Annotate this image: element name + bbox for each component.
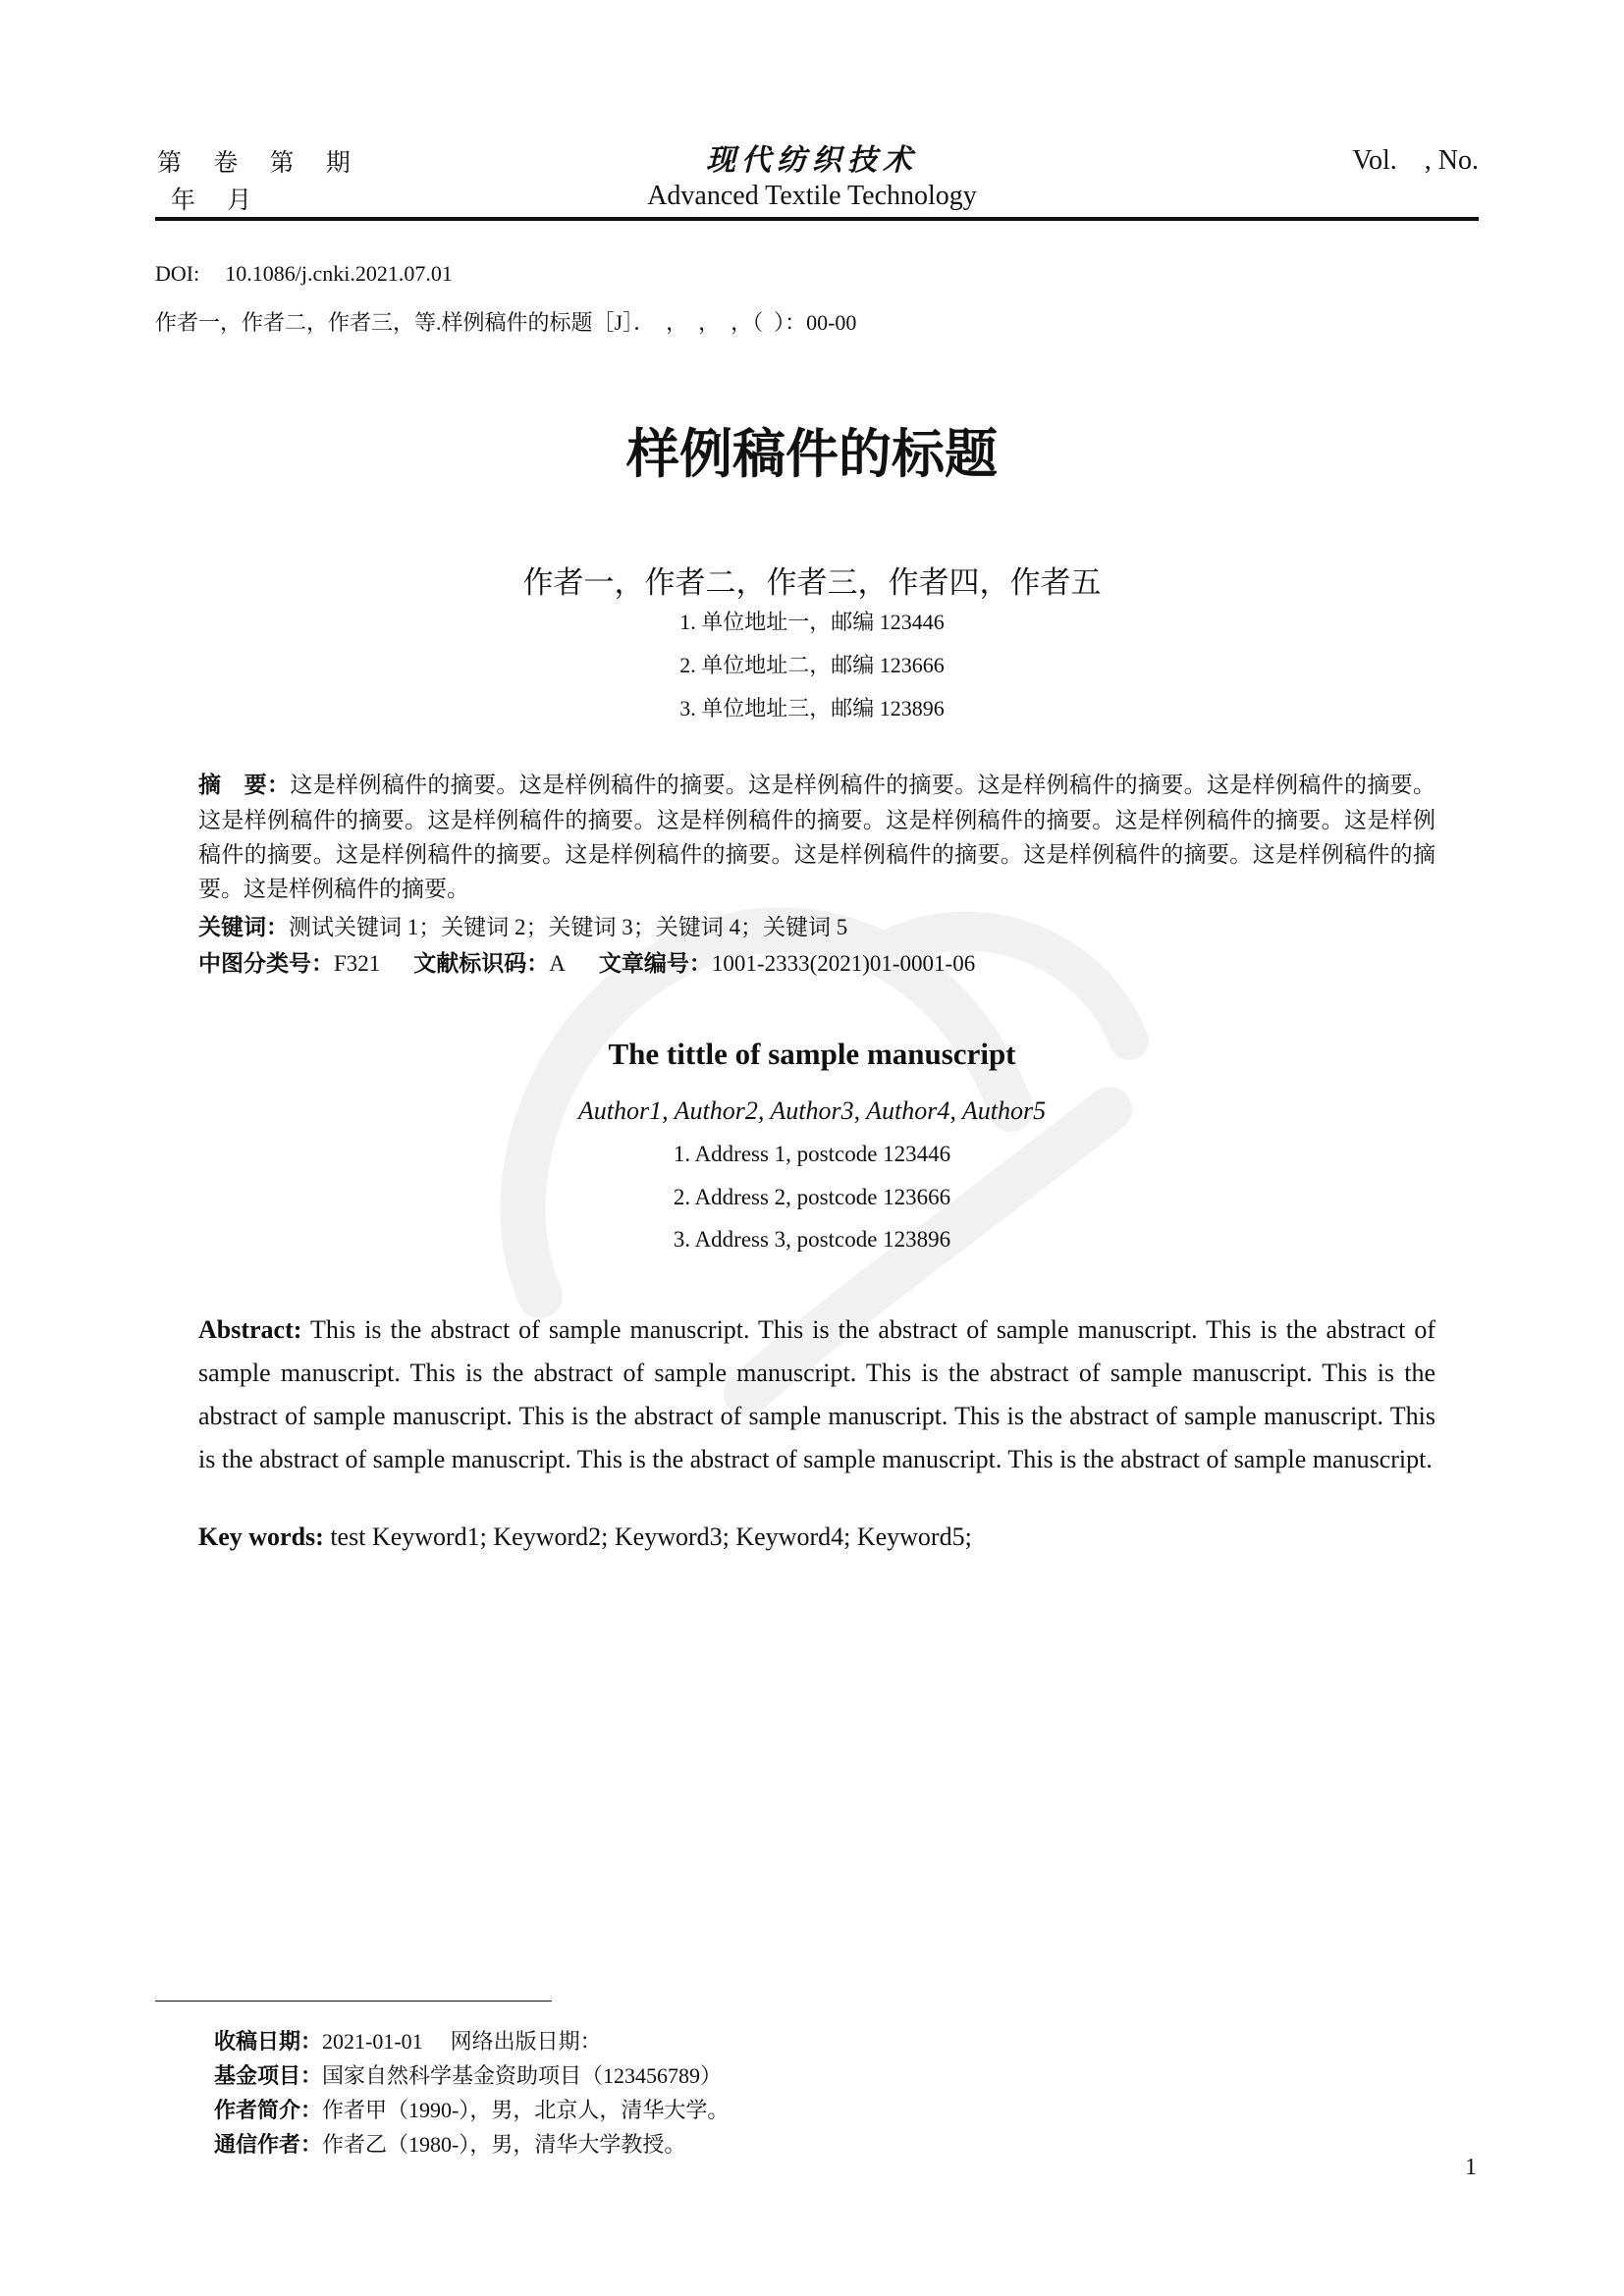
- authors-cn: 作者一，作者二，作者三，作者四，作者五: [522, 565, 1102, 601]
- address-cn-1: 1. 单位地址一，邮编 123446: [679, 610, 945, 634]
- volume-number: Vol. , No.: [1352, 145, 1479, 176]
- doi-label: DOI:: [155, 261, 200, 286]
- keywords-cn-text: 测试关键词 1；关键词 2；关键词 3；关键词 4；关键词 5: [289, 915, 848, 939]
- citation-line: 作者一，作者二，作者三，等.样例稿件的标题［J］． ， ， ，（ ）：00-00: [155, 310, 857, 335]
- address-cn-2: 2. 单位地址二，邮编 123666: [679, 653, 945, 677]
- abstract-en: [198, 1308, 1435, 1481]
- bio-label: 作者简介：: [214, 2099, 323, 2123]
- doi-line: [155, 261, 453, 287]
- keywords-en-text: test Keyword1; Keyword2; Keyword3; Keyword4; Keyword5;: [330, 1522, 972, 1551]
- footnote-fund: [214, 2059, 722, 2090]
- title-en: The tittle of sample manuscript: [608, 1037, 1016, 1071]
- received-label: 收稿日期：: [214, 2030, 323, 2055]
- doi-value[interactable]: 10.1086/j.cnki.2021.07.01: [225, 261, 453, 286]
- keywords-cn-label: 关键词：: [198, 915, 289, 940]
- bio-value: 作者甲（1990-），男，北京人，清华大学。: [322, 2098, 730, 2122]
- address-en-2: 2. Address 2, postcode 123666: [673, 1185, 951, 1209]
- abstract-en-text: This is the abstract of sample manuscript. This is the abstract of sample manuscript. This is the abstract of sample manuscript. This is the abstract of sample manuscript. This is the abstract of sample manuscript. This is the abstract of sample manuscript. This is the abstract of sample manuscript. This is the abstract of sample manuscript. This is the abstract of sample manuscript. This is the abstract of sample manuscript. This is the abstract of sample manuscript.: [198, 1315, 1436, 1473]
- keywords-cn: [198, 909, 847, 941]
- journal-name-en: Advanced Textile Technology: [647, 181, 977, 211]
- fund-label: 基金项目：: [214, 2064, 323, 2089]
- corresponding-value: 作者乙（1980-），男，清华大学教授。: [322, 2132, 686, 2157]
- journal-logo-cn: 现代纺织技术: [706, 144, 918, 177]
- footnote-received: [214, 2025, 602, 2056]
- abstract-en-label: Abstract:: [198, 1315, 302, 1344]
- abstract-cn: [198, 768, 1435, 906]
- date-line: 年 月: [171, 187, 265, 214]
- article-number-label: 文章编号：: [598, 951, 712, 977]
- page-number: 1: [1465, 2155, 1477, 2180]
- classification-line: [198, 945, 975, 978]
- article-number-value: 1001-2333(2021)01-0001-06: [711, 951, 976, 976]
- corresponding-label: 通信作者：: [214, 2133, 323, 2158]
- abstract-cn-label: 摘 要：: [198, 773, 291, 798]
- keywords-en-label: Key words:: [198, 1522, 324, 1551]
- footnote-rule: [155, 2001, 552, 2002]
- received-value: 2021-01-01: [322, 2029, 423, 2054]
- doc-code-label: 文献标识码：: [413, 951, 550, 977]
- header-rule: [155, 217, 1479, 221]
- footnote-corresponding: [214, 2128, 685, 2159]
- title-cn: 样例稿件的标题: [626, 423, 998, 485]
- footnote-author-bio: [214, 2094, 729, 2124]
- address-en-3: 3. Address 3, postcode 123896: [673, 1227, 951, 1252]
- keywords-en: [198, 1522, 972, 1552]
- authors-en: Author1, Author2, Author3, Author4, Author5: [577, 1096, 1047, 1125]
- abstract-cn-text: 这是样例稿件的摘要。这是样例稿件的摘要。这是样例稿件的摘要。这是样例稿件的摘要。这是样例稿件的摘要。这是样例稿件的摘要。这是样例稿件的摘要。这是样例稿件的摘要。这是样例稿件的摘要。这是样例稿件的摘要。这是样例稿件的摘要。这是样例稿件的摘要。这是样例稿件的摘要。这是样例稿件的摘要。这是样例稿件的摘要。这是样例稿件的摘要。这是样例稿件的摘要。: [198, 773, 1436, 901]
- address-cn-3: 3. 单位地址三，邮编 123896: [679, 696, 945, 721]
- issue-line: 第 卷 第 期: [157, 150, 363, 177]
- clc-label: 中图分类号：: [198, 951, 334, 977]
- doc-code-value: A: [549, 951, 566, 976]
- online-date-label: 网络出版日期：: [450, 2030, 602, 2055]
- clc-value: F321: [334, 951, 381, 976]
- fund-value: 国家自然科学基金资助项目（123456789）: [322, 2063, 723, 2088]
- address-en-1: 1. Address 1, postcode 123446: [673, 1142, 951, 1166]
